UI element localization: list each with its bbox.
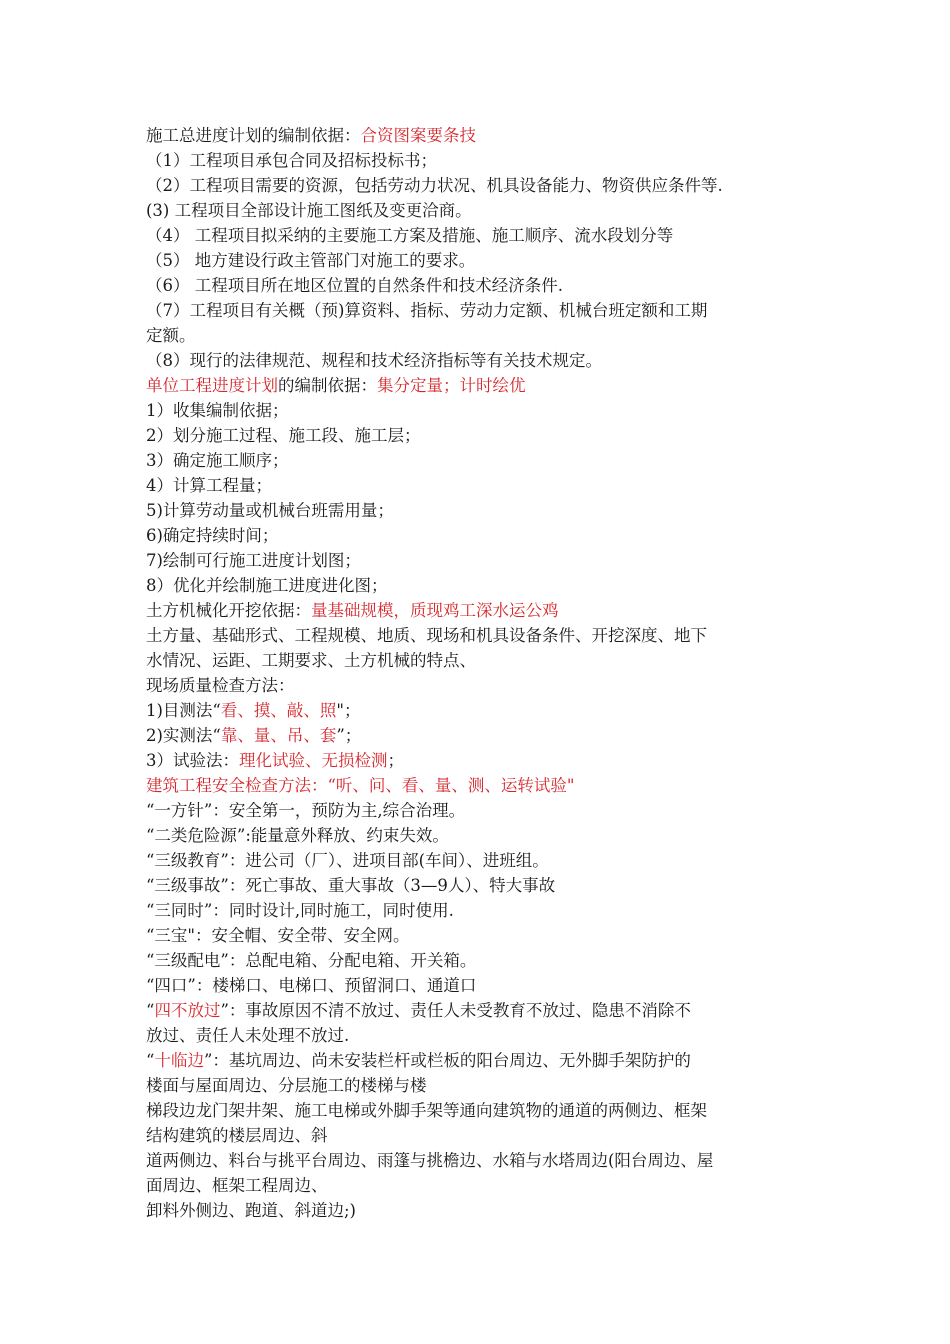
text-segment: （5） 地方建设行政主管部门对施工的要求。 xyxy=(146,251,476,270)
text-line xyxy=(146,1098,816,1123)
text-segment: 3）试验法： xyxy=(146,751,239,770)
text-line xyxy=(146,573,816,598)
highlighted-text: 集分定量；计时绘优 xyxy=(377,376,526,395)
text-segment: 5)计算劳动量或机械台班需用量； xyxy=(146,501,394,520)
text-segment: “三级配电”：总配电箱、分配电箱、开关箱。 xyxy=(146,951,477,970)
text-line xyxy=(146,223,816,248)
text-segment: 梯段边龙门架井架、施工电梯或外脚手架等通向建筑物的通道的两侧边、框架 xyxy=(146,1101,707,1120)
text-line xyxy=(146,148,816,173)
text-line xyxy=(146,398,816,423)
text-segment: 2)实测法“ xyxy=(146,726,221,745)
text-segment: （1）工程项目承包合同及招标投标书； xyxy=(146,151,437,170)
highlighted-text: 合资图案要条技 xyxy=(360,126,476,145)
text-line xyxy=(146,1173,816,1198)
text-segment: 1）收集编制依据； xyxy=(146,401,289,420)
text-line xyxy=(146,848,816,873)
text-segment: “二类危险源”:能量意外释放、约束失效。 xyxy=(146,826,449,845)
text-segment: 施工总进度计划的编制依据： xyxy=(146,126,361,145)
text-line xyxy=(146,948,816,973)
text-line xyxy=(146,423,816,448)
highlighted-text: 靠、量、吊、套 xyxy=(220,726,337,745)
text-line xyxy=(146,373,816,398)
text-line xyxy=(146,898,816,923)
text-line xyxy=(146,248,816,273)
text-segment: 4）计算工程量； xyxy=(146,476,272,495)
text-line xyxy=(146,698,816,723)
highlighted-text: 理化试验、无损检测 xyxy=(239,751,388,770)
highlighted-text: 量基础规模，质现鸡工深水运公鸡 xyxy=(311,601,559,620)
highlighted-text: 四不放过 xyxy=(154,1001,221,1020)
text-segment: 放过、责任人未处理不放过. xyxy=(146,1026,350,1045)
text-line xyxy=(146,773,816,798)
text-segment: 8）优化并绘制施工进度进化图； xyxy=(146,576,388,595)
document-body xyxy=(146,123,816,1223)
text-segment: （2）工程项目需要的资源，包括劳动力状况、机具设备能力、物资供应条件等. xyxy=(146,176,723,195)
text-segment: “ xyxy=(146,1051,155,1070)
text-line xyxy=(146,473,816,498)
text-segment: 现场质量检查方法： xyxy=(146,676,295,695)
text-segment: 面周边、框架工程周边、 xyxy=(146,1176,328,1195)
text-segment: “三级教育”：进公司（厂）、进项目部(车间）、进班组。 xyxy=(146,851,549,870)
text-segment: 土方量、基础形式、工程规模、地质、现场和机具设备条件、开挖深度、地下 xyxy=(146,626,707,645)
text-line xyxy=(146,673,816,698)
text-segment: 土方机械化开挖依据： xyxy=(146,601,311,620)
text-segment: “三同时”：同时设计,同时施工，同时使用. xyxy=(146,901,454,920)
text-segment: （8）现行的法律规范、规程和技术经济指标等有关技术规定。 xyxy=(146,351,602,370)
text-line xyxy=(146,823,816,848)
text-segment: “三宝"：安全帽、安全带、安全网。 xyxy=(146,926,410,945)
text-line xyxy=(146,348,816,373)
highlighted-text: 看、摸、敲、照 xyxy=(220,701,337,720)
text-segment: （7）工程项目有关概（预)算资料、指标、劳动力定额、机械台班定额和工期 xyxy=(146,301,708,320)
text-segment: 水情况、运距、工期要求、土方机械的特点、 xyxy=(146,651,476,670)
text-segment: (3) 工程项目全部设计施工图纸及变更洽商。 xyxy=(146,201,472,220)
text-segment: ”； xyxy=(336,726,362,745)
text-line xyxy=(146,598,816,623)
highlighted-text: 单位工程进度计划 xyxy=(146,376,278,395)
text-line xyxy=(146,648,816,673)
text-segment: “一方针”：安全第一，预防为主,综合治理。 xyxy=(146,801,466,820)
text-segment: 6)确定持续时间； xyxy=(146,526,279,545)
text-segment: 卸料外侧边、跑道、斜道边;) xyxy=(146,1201,356,1220)
highlighted-text: 建筑工程安全检查方法：“听、问、看、量、测、运转试验" xyxy=(146,776,575,795)
text-segment: 2）划分施工过程、施工段、施工层； xyxy=(146,426,421,445)
text-segment: （4） 工程项目拟采纳的主要施工方案及措施、施工顺序、流水段划分等 xyxy=(146,226,674,245)
text-segment: ”：基坑周边、尚未安装栏杆或栏板的阳台周边、无外脚手架防护的 xyxy=(203,1051,691,1070)
text-segment: “四口”：楼梯口、电梯口、预留洞口、通道口 xyxy=(146,976,477,995)
text-line xyxy=(146,1048,816,1073)
text-line xyxy=(146,123,816,148)
text-line xyxy=(146,523,816,548)
text-line xyxy=(146,623,816,648)
highlighted-text: 十临边 xyxy=(154,1051,204,1070)
text-line xyxy=(146,723,816,748)
text-segment: 1)目测法“ xyxy=(146,701,221,720)
text-segment: 道两侧边、料台与挑平台周边、雨篷与挑檐边、水箱与水塔周边(阳台周边、屋 xyxy=(146,1151,714,1170)
text-line xyxy=(146,1123,816,1148)
text-line xyxy=(146,1073,816,1098)
text-segment: 结构建筑的楼层周边、斜 xyxy=(146,1126,328,1145)
text-line xyxy=(146,998,816,1023)
text-line xyxy=(146,173,816,198)
text-line xyxy=(146,323,816,348)
text-segment: "； xyxy=(336,701,361,720)
text-line xyxy=(146,298,816,323)
text-segment: 7)绘制可行施工进度计划图； xyxy=(146,551,361,570)
text-line xyxy=(146,1198,816,1223)
text-segment: 3）确定施工顺序； xyxy=(146,451,289,470)
text-line xyxy=(146,498,816,523)
text-line xyxy=(146,273,816,298)
text-line xyxy=(146,1023,816,1048)
text-segment: “ xyxy=(146,1001,155,1020)
text-segment: 楼面与屋面周边、分层施工的楼梯与楼 xyxy=(146,1076,427,1095)
text-segment: ”：事故原因不清不放过、责任人未受教育不放过、隐患不消除不 xyxy=(220,1001,691,1020)
text-line xyxy=(146,548,816,573)
text-line xyxy=(146,873,816,898)
text-line xyxy=(146,448,816,473)
text-segment: 的编制依据： xyxy=(278,376,377,395)
text-segment: ； xyxy=(387,751,404,770)
text-line xyxy=(146,923,816,948)
text-line xyxy=(146,748,816,773)
text-line xyxy=(146,973,816,998)
text-line xyxy=(146,798,816,823)
text-segment: “三级事故”：死亡事故、重大事故（3—9人）、特大事故 xyxy=(146,876,556,895)
text-segment: （6） 工程项目所在地区位置的自然条件和技术经济条件. xyxy=(146,276,563,295)
text-segment: 定额。 xyxy=(146,326,196,345)
text-line xyxy=(146,198,816,223)
text-line xyxy=(146,1148,816,1173)
